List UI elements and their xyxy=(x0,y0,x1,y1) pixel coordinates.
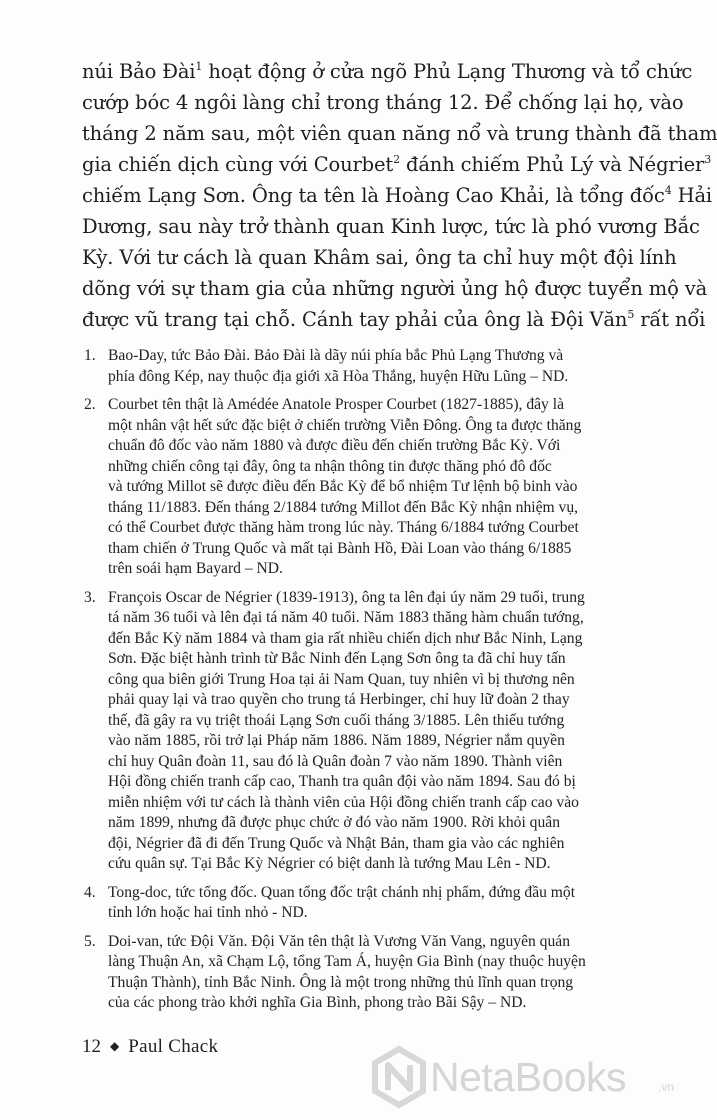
footnote-line: tá năm 36 tuổi và lên đại tá năm 40 tuổi. Năm 1883 thăng hàm chuẩn tướng, xyxy=(108,609,584,626)
footnotes-block xyxy=(84,346,624,1022)
footnote-line: có thể Courbet được thăng hàm trong lúc này. Tháng 6/1884 tướng Courbet xyxy=(108,519,579,536)
body-text-segment: Hải xyxy=(671,184,713,207)
page-number: 12 xyxy=(82,1036,101,1057)
footnote-line: năm 1899, nhưng đã được phục chức ở đó vào năm 1900. Rời khỏi quân xyxy=(108,814,560,831)
footnote-number: 3. xyxy=(84,588,96,606)
footnote-line: Hội đồng chiến tranh cấp cao, Thanh tra quân đội vào năm 1894. Sau đó bị xyxy=(108,773,576,790)
page-footer xyxy=(82,1033,218,1059)
footnote-line: vào năm 1885, rồi trở lại Pháp năm 1886. Năm 1889, Négrier nắm quyền xyxy=(108,732,565,749)
body-text-line xyxy=(82,56,693,87)
body-text-segment: hoạt động ở cửa ngõ Phủ Lạng Thương và tổ chức xyxy=(202,60,693,83)
footnote-reference: 4 xyxy=(664,183,672,197)
body-text-segment: Kỳ. Với tư cách là quan Khâm sai, ông ta chỉ huy một đội lính xyxy=(82,246,677,269)
footnote-line: trên soái hạm Bayard – ND. xyxy=(108,560,283,577)
footnote-number: 2. xyxy=(84,396,96,413)
footnote-line: tham chiến ở Trung Quốc và mất tại Bành Hồ, Đài Loan vào tháng 6/1885 xyxy=(108,539,572,557)
footnote-line: François Oscar de Négrier (1839-1913), ông ta lên đại úy năm 29 tuổi, trung xyxy=(108,588,585,606)
body-text-segment: tháng 2 năm sau, một viên quan năng nổ và trung thành đã tham xyxy=(82,122,717,145)
body-text-segment: rất nổi xyxy=(634,308,706,331)
footnote-line: Bao-Day, tức Bảo Đài. Bảo Đài là dãy núi phía bắc Phủ Lạng Thương và xyxy=(108,347,564,364)
body-text-segment: dõng với sự tham gia của những người ủng hộ được tuyển mộ và xyxy=(82,277,708,300)
footnote-reference: 2 xyxy=(393,152,400,166)
footnote-line: tháng 11/1883. Đến tháng 2/1884 tướng Millot đến Bắc Kỳ nhận nhiệm vụ, xyxy=(108,498,579,516)
body-text-line xyxy=(82,180,713,211)
footnote-number: 5. xyxy=(84,932,96,950)
body-text-line xyxy=(82,273,708,304)
footnote-line: chỉ huy Quân đoàn 11, sau đó là Quân đoàn 7 vào năm 1890. Thành viên xyxy=(108,752,563,770)
main-text-block xyxy=(82,56,717,335)
footnote-line: phải quay lại và trao quyền cho trung tá Herbinger, chỉ huy lữ đoàn 2 thay xyxy=(108,691,570,708)
footnote-item xyxy=(84,346,624,387)
diamond-separator-icon: ◆ xyxy=(110,1039,120,1053)
netabooks-logo-icon xyxy=(368,1046,430,1108)
footnote-line: làng Thuận An, xã Chạm Lộ, tổng Tam Á, huyện Gia Bình (nay thuộc huyện xyxy=(108,953,586,970)
footnote-line: Courbet tên thật là Amédée Anatole Prosper Courbet (1827-1885), đây là xyxy=(108,396,565,413)
watermark-brand-text: NetaBooks xyxy=(430,1054,627,1100)
body-text-segment: núi Bảo Đài xyxy=(82,60,196,83)
footnote-item xyxy=(84,395,624,580)
body-text-line xyxy=(82,242,677,273)
body-text-line xyxy=(82,211,700,242)
footnote-line: công qua biên giới Trung Hoa tại ải Nam Quan, tuy nhiên vì bị thương nên xyxy=(108,670,575,688)
netabooks-watermark xyxy=(368,1046,698,1110)
body-text-segment: đánh chiếm Phủ Lý và Négrier xyxy=(399,153,705,176)
body-text-segment: Dương, sau này trở thành quan Kinh lược, tức là phó vương Bắc xyxy=(82,215,700,238)
footnote-line: của các phong trào khởi nghĩa Gia Bình, phong trào Bãi Sậy – ND. xyxy=(108,994,527,1011)
footnote-item xyxy=(84,932,624,1014)
footnote-reference: 5 xyxy=(627,307,635,321)
footnote-line: phía đông Kép, nay thuộc địa giới xã Hòa Thắng, huyện Hữu Lũng – ND. xyxy=(108,367,569,385)
footnote-line: Tong-doc, tức tổng đốc. Quan tổng đốc trật chánh nhị phẩm, đứng đầu một xyxy=(108,883,576,901)
body-text-segment: cướp bóc 4 ngôi làng chỉ trong tháng 12. Để chống lại họ, vào xyxy=(82,91,684,114)
body-text-line xyxy=(82,87,684,118)
body-text-line xyxy=(82,304,706,335)
footnote-line: tỉnh lớn hoặc hai tỉnh nhỏ - ND. xyxy=(108,904,308,921)
watermark-domain-suffix: .vn xyxy=(658,1080,675,1094)
footnote-line: chuẩn đô đốc vào năm 1880 và được điều đến chiến trường Bắc Kỳ. Với xyxy=(108,437,561,454)
footnote-line: và tướng Millot sẽ được điều đến Bắc Kỳ để bổ nhiệm Tư lệnh bộ binh vào xyxy=(108,478,578,495)
body-text-segment: được vũ trang tại chỗ. Cánh tay phải của ông là Đội Văn xyxy=(82,308,628,331)
footnote-line: miễn nhiệm với tư cách là thành viên của Hội đồng chiến tranh cấp cao vào xyxy=(108,793,579,811)
footnote-number: 4. xyxy=(84,883,96,901)
footnote-line: cứu quân sự. Tại Bắc Kỳ Négrier có biệt danh là tướng Mau Lên - ND. xyxy=(108,855,551,872)
body-text-line xyxy=(82,149,712,180)
footnote-item xyxy=(84,588,624,875)
footnote-line: Doi-van, tức Đội Văn. Đội Văn tên thật là Vương Văn Vang, nguyên quán xyxy=(108,932,570,950)
footnote-line: đến Bắc Kỳ năm 1884 và tham gia rất nhiều chiến dịch như Bắc Ninh, Lạng xyxy=(108,629,583,647)
body-text-line xyxy=(82,118,717,149)
footnote-number: 1. xyxy=(84,347,96,364)
footnote-line: đội, Négrier đã đi đến Trung Quốc và Nhật Bản, tham gia vào các nghiên xyxy=(108,834,565,852)
footnote-line: những chiến công tại đây, ông ta nhận thông tin được thăng phó đô đốc xyxy=(108,457,552,475)
footnote-reference: 1 xyxy=(195,59,203,73)
footnote-line: thế, đã gây ra vụ triệt thoái Lạng Sơn cuối tháng 3/1885. Lên thiếu tướng xyxy=(108,711,565,729)
body-text-segment: chiếm Lạng Sơn. Ông ta tên là Hoàng Cao Khải, là tổng đốc xyxy=(82,184,665,207)
footnote-reference: 3 xyxy=(704,152,712,166)
footnote-item xyxy=(84,883,624,924)
author-name: Paul Chack xyxy=(128,1036,219,1057)
footnote-line: Sơn. Đặc biệt hành trình từ Bắc Ninh đến Lạng Sơn ông ta đã chỉ huy tấn xyxy=(108,650,566,667)
footnote-line: một nhân vật hết sức đặc biệt ở chiến trường Viễn Đông. Ông ta được thăng xyxy=(108,416,582,434)
body-text-segment: gia chiến dịch cùng với Courbet xyxy=(82,153,394,176)
footnote-line: Thuận Thành), tỉnh Bắc Ninh. Ông là một trong những thủ lĩnh quan trọng xyxy=(108,973,574,991)
